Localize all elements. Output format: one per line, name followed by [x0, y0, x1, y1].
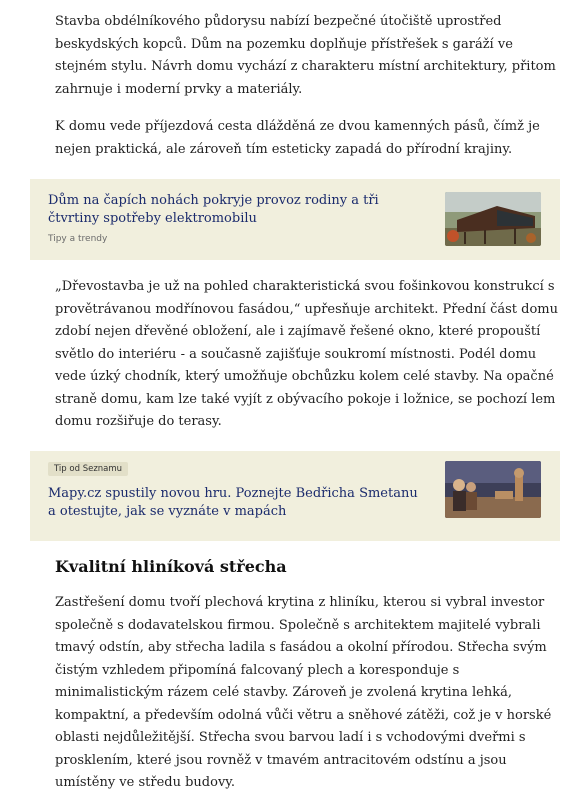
article-paragraph-1: Stavba obdélníkového půdorysu nabízí bezpečné útočiště uprostřed beskydských kopců. Dům na pozemku doplňuje přístřešek s garáží ve stejném stylu. Návrh domu vychází z charakteru místní architektury, přitom zahrnuje i moderní prvky a materiály.: [55, 14, 556, 97]
article-paragraph-2: K domu vede příjezdová cesta dlážděná ze dvou kamenných pásů, čímž je nejen praktická, ale zároveň tím esteticky zapadá do přírodní krajiny.: [55, 119, 540, 157]
related-article-category[interactable]: Tipy a trendy: [48, 234, 108, 244]
promo-badge: Tip od Seznamu: [48, 462, 128, 476]
game-scene-icon: [445, 461, 541, 518]
related-article-card[interactable]: [30, 179, 560, 260]
promo-card[interactable]: [30, 451, 560, 541]
promo-title[interactable]: Mapy.cz spustily novou hru. Poznejte Bedřicha Smetanu a otestujte, jak se vyznáte v mapách: [48, 486, 418, 519]
article-paragraph-3: „Dřevostavba je už na pohled charakteristická svou fošinkovou konstrukcí s provětrávanou modřínovou fasádou,“ upřesňuje architekt. Přední část domu zdobí nejen dřevěné obložení, ale i zajímavě řešené okno, které propouští světlo do interiéru - a současně zajišťuje soukromí místnosti. Podél domu vede úzký chodník, který umožňuje obchůzku kolem celé stavby. Na opačné straně domu, kam lze také vyjít z obývacího pokoje i ložnice, se pochozí lem domu rozšiřuje do terasy.: [55, 279, 559, 429]
related-article-title[interactable]: Dům na čapích nohách pokryje provoz rodiny a tři čtvrtiny spotřeby elektromobilu: [48, 193, 379, 226]
related-article-thumbnail[interactable]: [445, 192, 541, 246]
house-photo-icon: [445, 192, 541, 246]
article-paragraph-4: Zastřešení domu tvoří plechová krytina z hliníku, kterou si vybral investor společně s dodavatelskou firmou. Společně s architektem majitelé vybrali tmavý odstín, aby střecha ladila s fasádou a okolní přírodou. Střecha svým čistým vzhledem připomíná falcovaný plech a koresponduje s minimalistickým rázem celé stavby. Zároveň je zvolená krytina lehká, kompaktní, a především odolná vůči větru a sněhové zátěži, což je v horské oblasti nejdůležitější. Střecha svou barvou ladí i s vchodovými dveřmi s prosklením, které jsou rovněž v tmavém antracitovém odstínu a jsou umístěny ve středu budovy.: [55, 595, 552, 790]
promo-thumbnail[interactable]: [445, 461, 541, 518]
section-heading: Kvalitní hliníková střecha: [55, 557, 287, 576]
